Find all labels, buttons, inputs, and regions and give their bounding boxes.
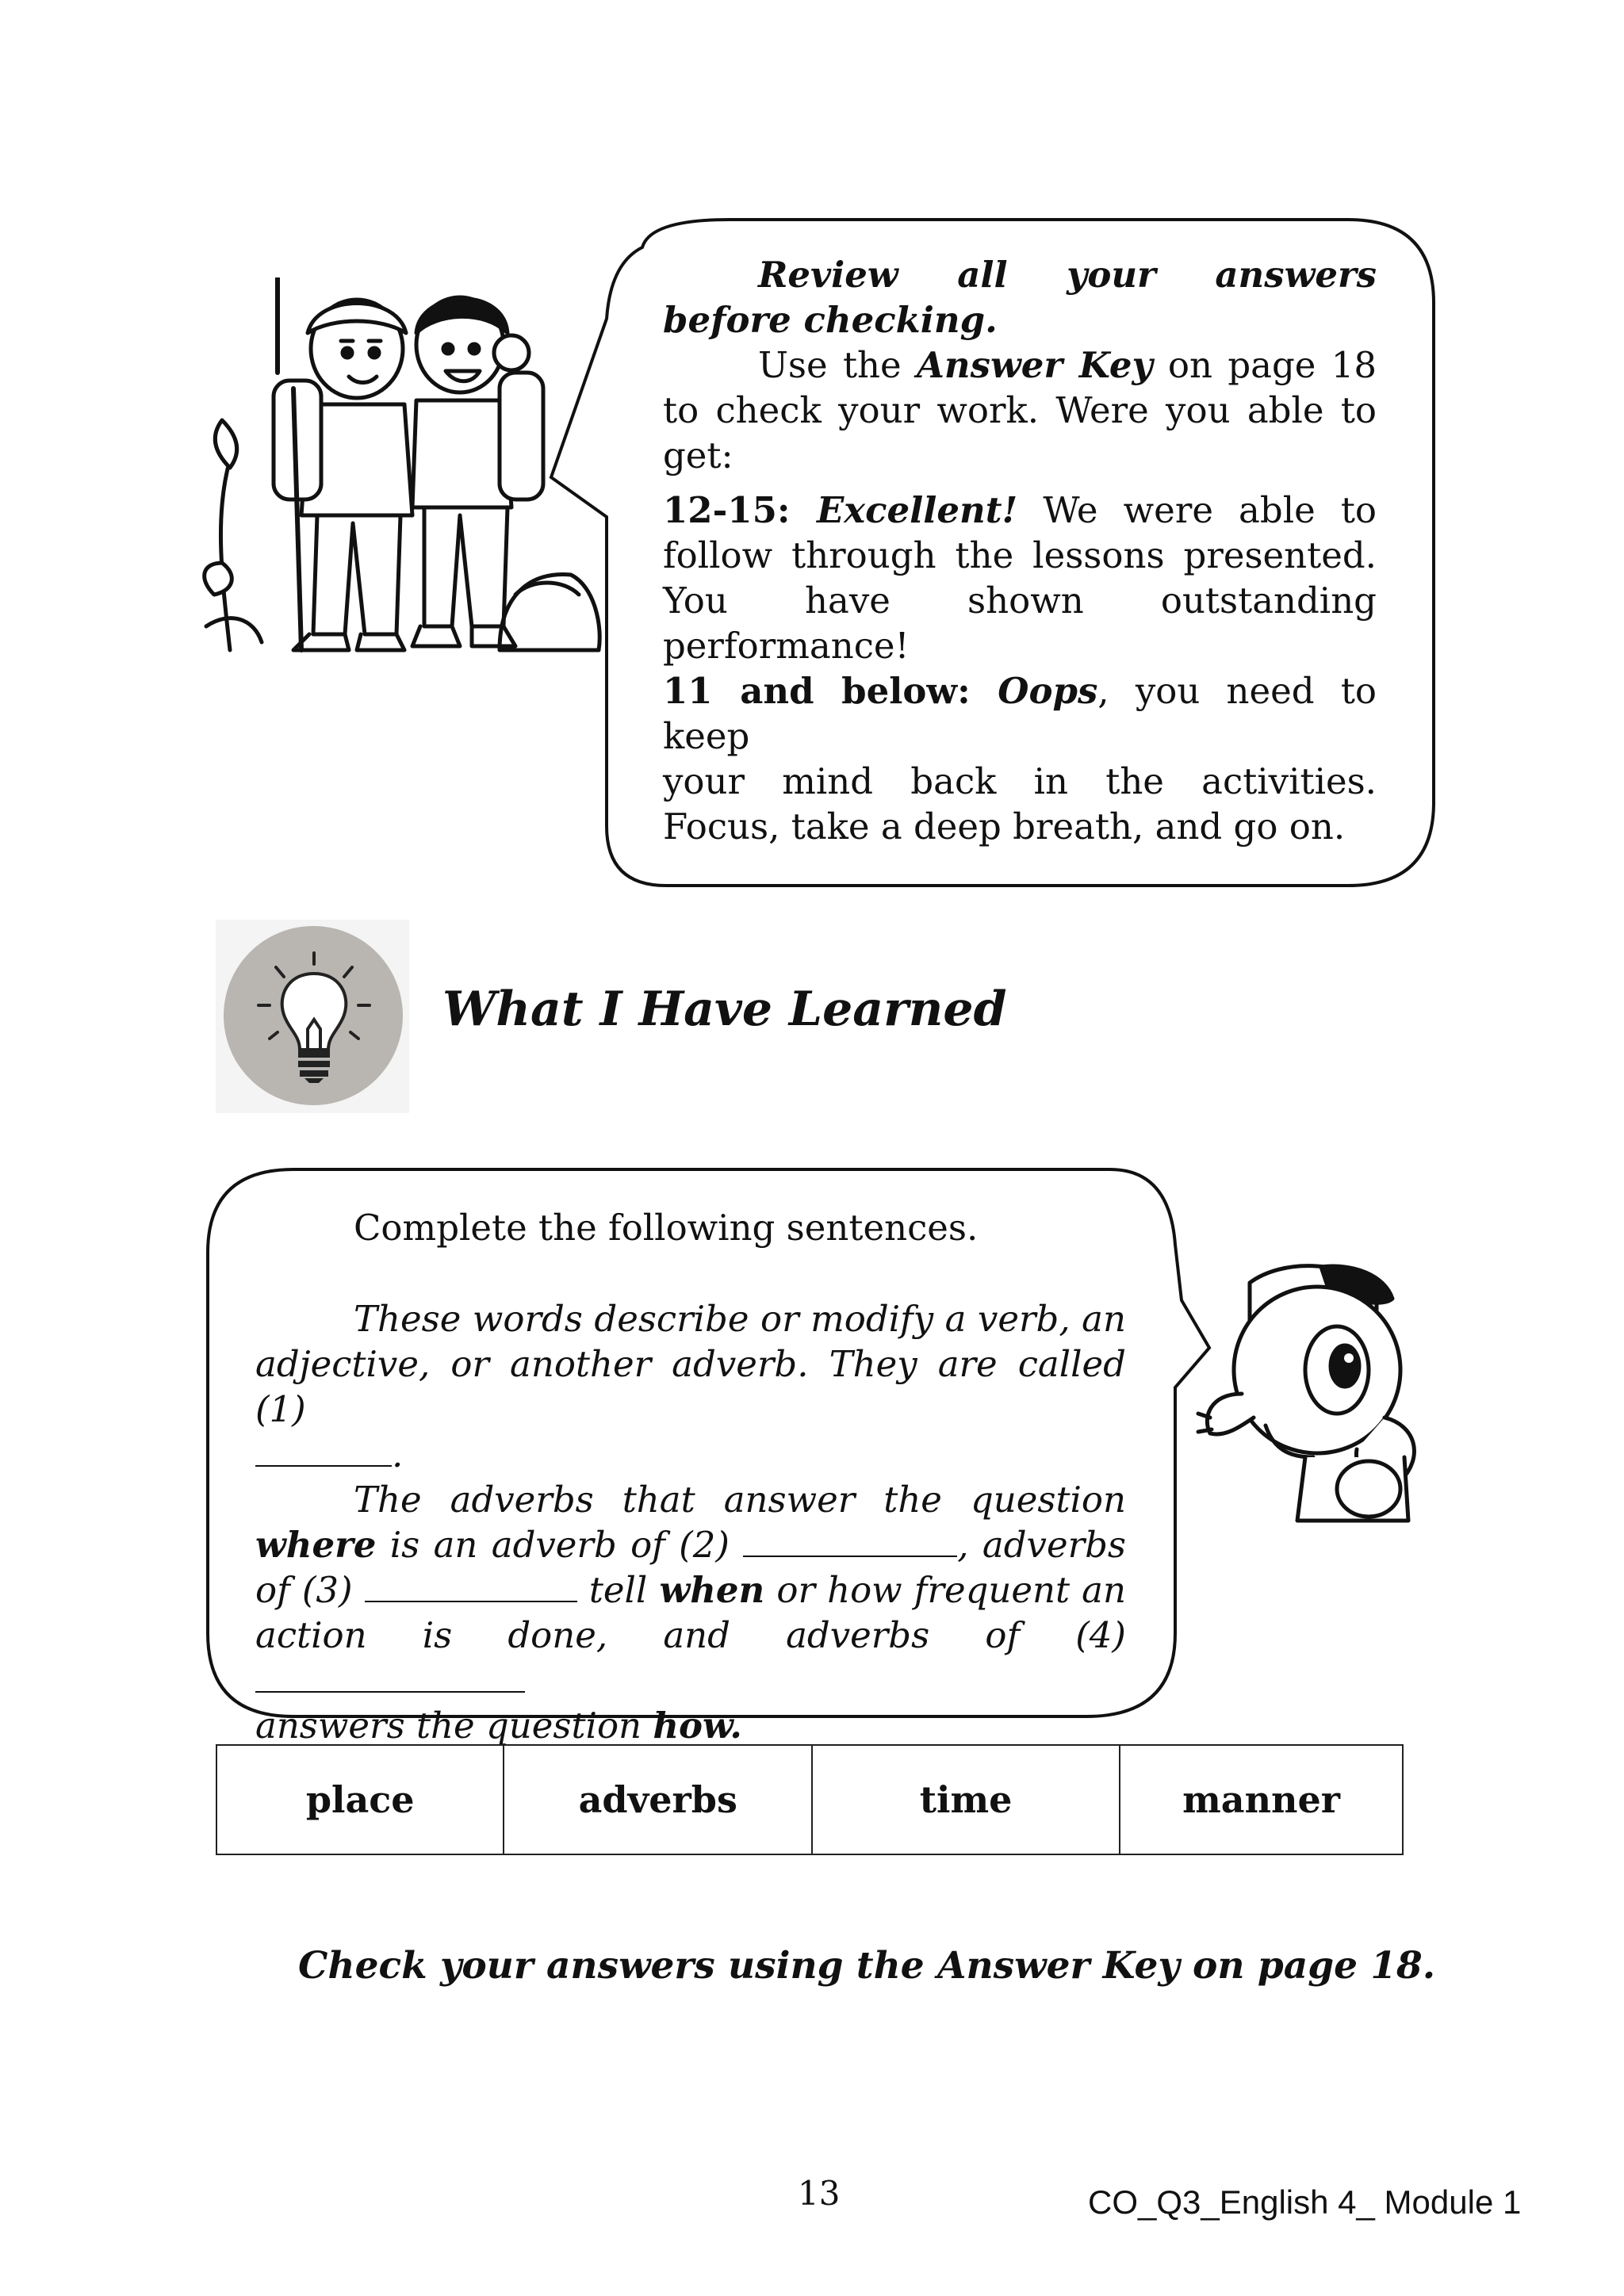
use-answer-key-line	[663, 342, 1377, 388]
score-high-text-3: You have shown outstanding	[663, 580, 1377, 622]
excellent-label: Excellent!	[817, 489, 1018, 531]
p2-text-3b: tell	[576, 1569, 660, 1611]
where-word: where	[255, 1524, 377, 1566]
check-answers-note: Check your answers using the Answer Key on page 18.	[298, 1944, 1436, 1988]
score-high-label: 12-15:	[663, 489, 817, 531]
module-code: CO_Q3_English 4_ Module 1	[1088, 2183, 1522, 2221]
exercise-p2-line-5	[255, 1703, 1126, 1748]
word-bank-table	[216, 1744, 1404, 1855]
blank-4[interactable]	[255, 1659, 525, 1693]
on-page-text: on page 18	[1152, 344, 1377, 386]
review-heading-2: before checking.	[663, 299, 998, 341]
instruction-text: Complete the following sentences.	[354, 1207, 979, 1249]
score-high-line	[663, 488, 1377, 533]
word-bank-cell-place: place	[216, 1745, 504, 1854]
when-word: when	[659, 1569, 765, 1611]
score-low-text-2: your mind back in the activities.	[663, 760, 1377, 802]
p2-text-3c: or how frequent an	[764, 1569, 1126, 1611]
p2-text-2b: , adverbs	[957, 1524, 1126, 1566]
blank-2[interactable]	[743, 1524, 957, 1557]
score-low-label: 11 and below:	[663, 670, 998, 712]
blank-3[interactable]	[365, 1569, 577, 1602]
word-bank-cell-adverbs: adverbs	[504, 1745, 812, 1854]
p2-text-4: action is done, and adverbs of (4)	[255, 1614, 1126, 1656]
score-high-text-4: performance!	[663, 625, 910, 667]
p1-text-2: adjective, or another adverb. They are called (1)	[255, 1343, 1126, 1430]
answer-key-label: Answer Key	[916, 344, 1153, 386]
score-high-text-1: We were able to	[1017, 489, 1377, 531]
review-line-2	[663, 297, 1377, 342]
mascot-illustration	[1194, 1259, 1432, 1529]
lightbulb-icon	[252, 950, 376, 1085]
exercise-p1-line-1	[255, 1296, 1126, 1341]
exercise-instruction	[255, 1205, 1126, 1250]
exercise-text-block	[255, 1205, 1126, 1748]
check-work-line	[663, 388, 1377, 433]
p2-text-2: is an adverb of (2)	[376, 1524, 744, 1566]
exercise-p2-line-4	[255, 1613, 1126, 1703]
check-work-text: to check your work. Were you able to	[663, 389, 1377, 431]
get-line	[663, 433, 1377, 478]
section-title: What I Have Learned	[442, 982, 1007, 1037]
score-low-line-2	[663, 759, 1377, 804]
oops-label: Oops	[998, 670, 1098, 712]
p1-text-1: These words describe or modify a verb, an	[354, 1298, 1126, 1340]
score-low-text-1: , you need to keep	[663, 670, 1377, 757]
word-bank-cell-time: time	[812, 1745, 1120, 1854]
review-line-1	[663, 252, 1377, 297]
score-high-line-2	[663, 533, 1377, 578]
p2-text-1: The adverbs that answer the question	[354, 1479, 1126, 1521]
word-bank-row	[216, 1745, 1403, 1854]
score-high-line-4	[663, 623, 1377, 668]
blank-1[interactable]	[255, 1433, 392, 1467]
use-the-text: Use the	[758, 344, 917, 386]
score-high-text-2: follow through the lessons presented.	[663, 534, 1377, 576]
score-low-line	[663, 668, 1377, 759]
exercise-p2-line-3	[255, 1567, 1126, 1613]
get-text: get:	[663, 434, 733, 476]
word-bank-cell-manner: manner	[1120, 1745, 1403, 1854]
score-low-line-3	[663, 804, 1377, 849]
p2-text-5: answers the question	[255, 1705, 653, 1747]
exercise-p2-line-1	[255, 1477, 1126, 1522]
exercise-p1-line-2	[255, 1341, 1126, 1432]
how-word: how.	[653, 1705, 742, 1747]
review-text-block	[663, 252, 1377, 849]
exercise-p2-line-2	[255, 1522, 1126, 1567]
exercise-p1-line-3: .	[255, 1432, 1126, 1477]
score-low-text-3: Focus, take a deep breath, and go on.	[663, 806, 1346, 848]
p2-text-3a: of (3)	[255, 1569, 365, 1611]
review-heading-1: Review all your answers	[758, 254, 1377, 296]
score-high-line-3	[663, 578, 1377, 623]
page-number: 13	[798, 2174, 841, 2213]
